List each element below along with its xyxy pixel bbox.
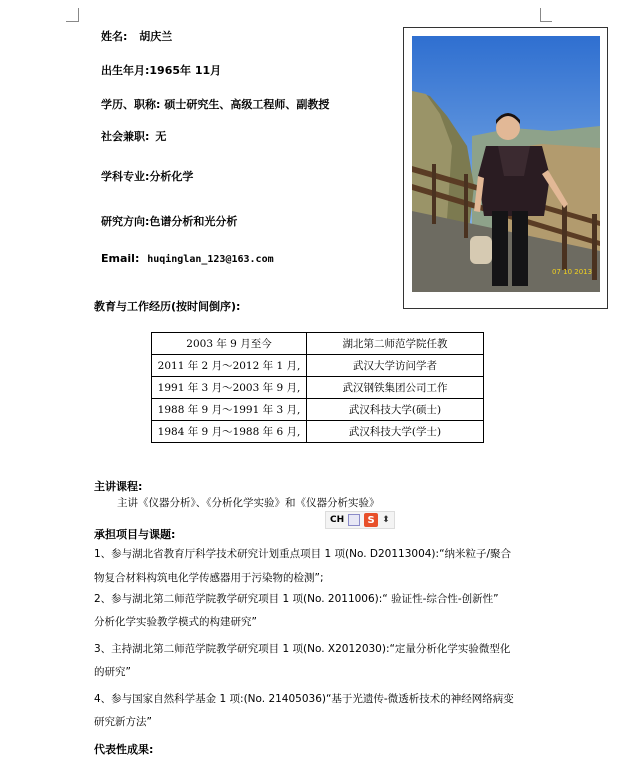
- social-label: 社会兼职:: [101, 130, 150, 143]
- email-label: Email:: [101, 252, 140, 265]
- edu-label: 学历、职称:: [101, 98, 161, 111]
- edu-value: 硕士研究生、高级工程师、副教授: [164, 98, 330, 111]
- birth-row: [101, 62, 221, 78]
- crop-mark-top-right-h: [540, 21, 552, 22]
- ime-toolbar[interactable]: [325, 511, 395, 529]
- organization-cell: 武汉钢铁集团公司工作: [307, 377, 484, 399]
- major-row: [101, 168, 193, 184]
- table-row: [152, 377, 484, 399]
- research-value: 色谱分析和光分析: [149, 215, 238, 228]
- organization-cell: 武汉大学访问学者: [307, 355, 484, 377]
- crop-mark-top-left: [78, 8, 79, 22]
- project-line: 1、参与湖北省教育厅科学技术研究计划重点项目 1 项(No. D20113004):“纳米粒子/聚合: [94, 548, 512, 560]
- project-line: 研究新方法”: [94, 716, 152, 728]
- projects-heading: 承担项目与课题:: [94, 528, 176, 541]
- project-line: 3、主持湖北第二师范学院教学研究项目 1 项(No. X2012030):“定量分析化学实验微型化: [94, 643, 511, 655]
- birth-value: 1965年 11月: [149, 64, 222, 77]
- social-row: [101, 128, 166, 144]
- project-line: 分析化学实验教学模式的构建研究”: [94, 616, 257, 628]
- crop-mark-top-right: [540, 8, 541, 22]
- photo-frame: [403, 27, 608, 309]
- period-cell: 2011 年 2 月～2012 年 1 月,: [152, 355, 307, 377]
- project-line: 的研究”: [94, 666, 131, 678]
- name-label: 姓名:: [101, 30, 128, 43]
- email-value: huqinglan_123@163.com: [147, 254, 274, 265]
- name-value: 胡庆兰: [139, 30, 173, 43]
- dict-icon[interactable]: [348, 514, 360, 526]
- portrait-photo: [412, 36, 600, 292]
- table-row: [152, 355, 484, 377]
- achievements-heading: 代表性成果:: [94, 743, 154, 756]
- research-row: [101, 213, 237, 229]
- research-label: 研究方向:: [101, 215, 150, 228]
- courses-heading: 主讲课程:: [94, 480, 143, 493]
- major-label: 学科专业:: [101, 170, 150, 183]
- period-cell: 2003 年 9 月至今: [152, 333, 307, 355]
- ime-language-label[interactable]: CH: [330, 515, 345, 525]
- organization-cell: 湖北第二师范学院任教: [307, 333, 484, 355]
- courses-text: 主讲《仪器分析》、《分析化学实验》和《仪器分析实验》: [117, 497, 380, 509]
- birth-label: 出生年月:: [101, 64, 150, 77]
- project-line: 物复合材料构筑电化学传感器用于污染物的检测”;: [94, 572, 324, 584]
- sogou-s-icon[interactable]: S: [364, 513, 378, 527]
- crop-mark-top-left-h: [66, 21, 78, 22]
- table-row: [152, 421, 484, 443]
- project-line: 2、参与湖北第二师范学院教学研究项目 1 项(No. 2011006):“ 验证性-综合性-创新性”: [94, 593, 499, 605]
- name-row: [101, 28, 172, 44]
- major-value: 分析化学: [149, 170, 194, 183]
- table-row: [152, 399, 484, 421]
- organization-cell: 武汉科技大学(学士): [307, 421, 484, 443]
- period-cell: 1988 年 9 月～1991 年 3 月,: [152, 399, 307, 421]
- period-cell: 1984 年 9 月～1988 年 6 月,: [152, 421, 307, 443]
- ime-menu-chevron-icon[interactable]: ⬍: [382, 515, 390, 525]
- period-cell: 1991 年 3 月～2003 年 9 月,: [152, 377, 307, 399]
- project-line: 4、参与国家自然科学基金 1 项:(No. 21405036)“基于光遗传-微透析技术的神经网络病变: [94, 693, 514, 705]
- education-heading: 教育与工作经历(按时间倒序):: [94, 300, 241, 313]
- email-row: [101, 252, 274, 265]
- table-row: [152, 333, 484, 355]
- education-table: [151, 332, 484, 443]
- social-value: 无: [155, 130, 167, 143]
- education-row: [101, 96, 329, 112]
- photo-date-stamp: 07 10 2013: [552, 268, 593, 276]
- organization-cell: 武汉科技大学(硕士): [307, 399, 484, 421]
